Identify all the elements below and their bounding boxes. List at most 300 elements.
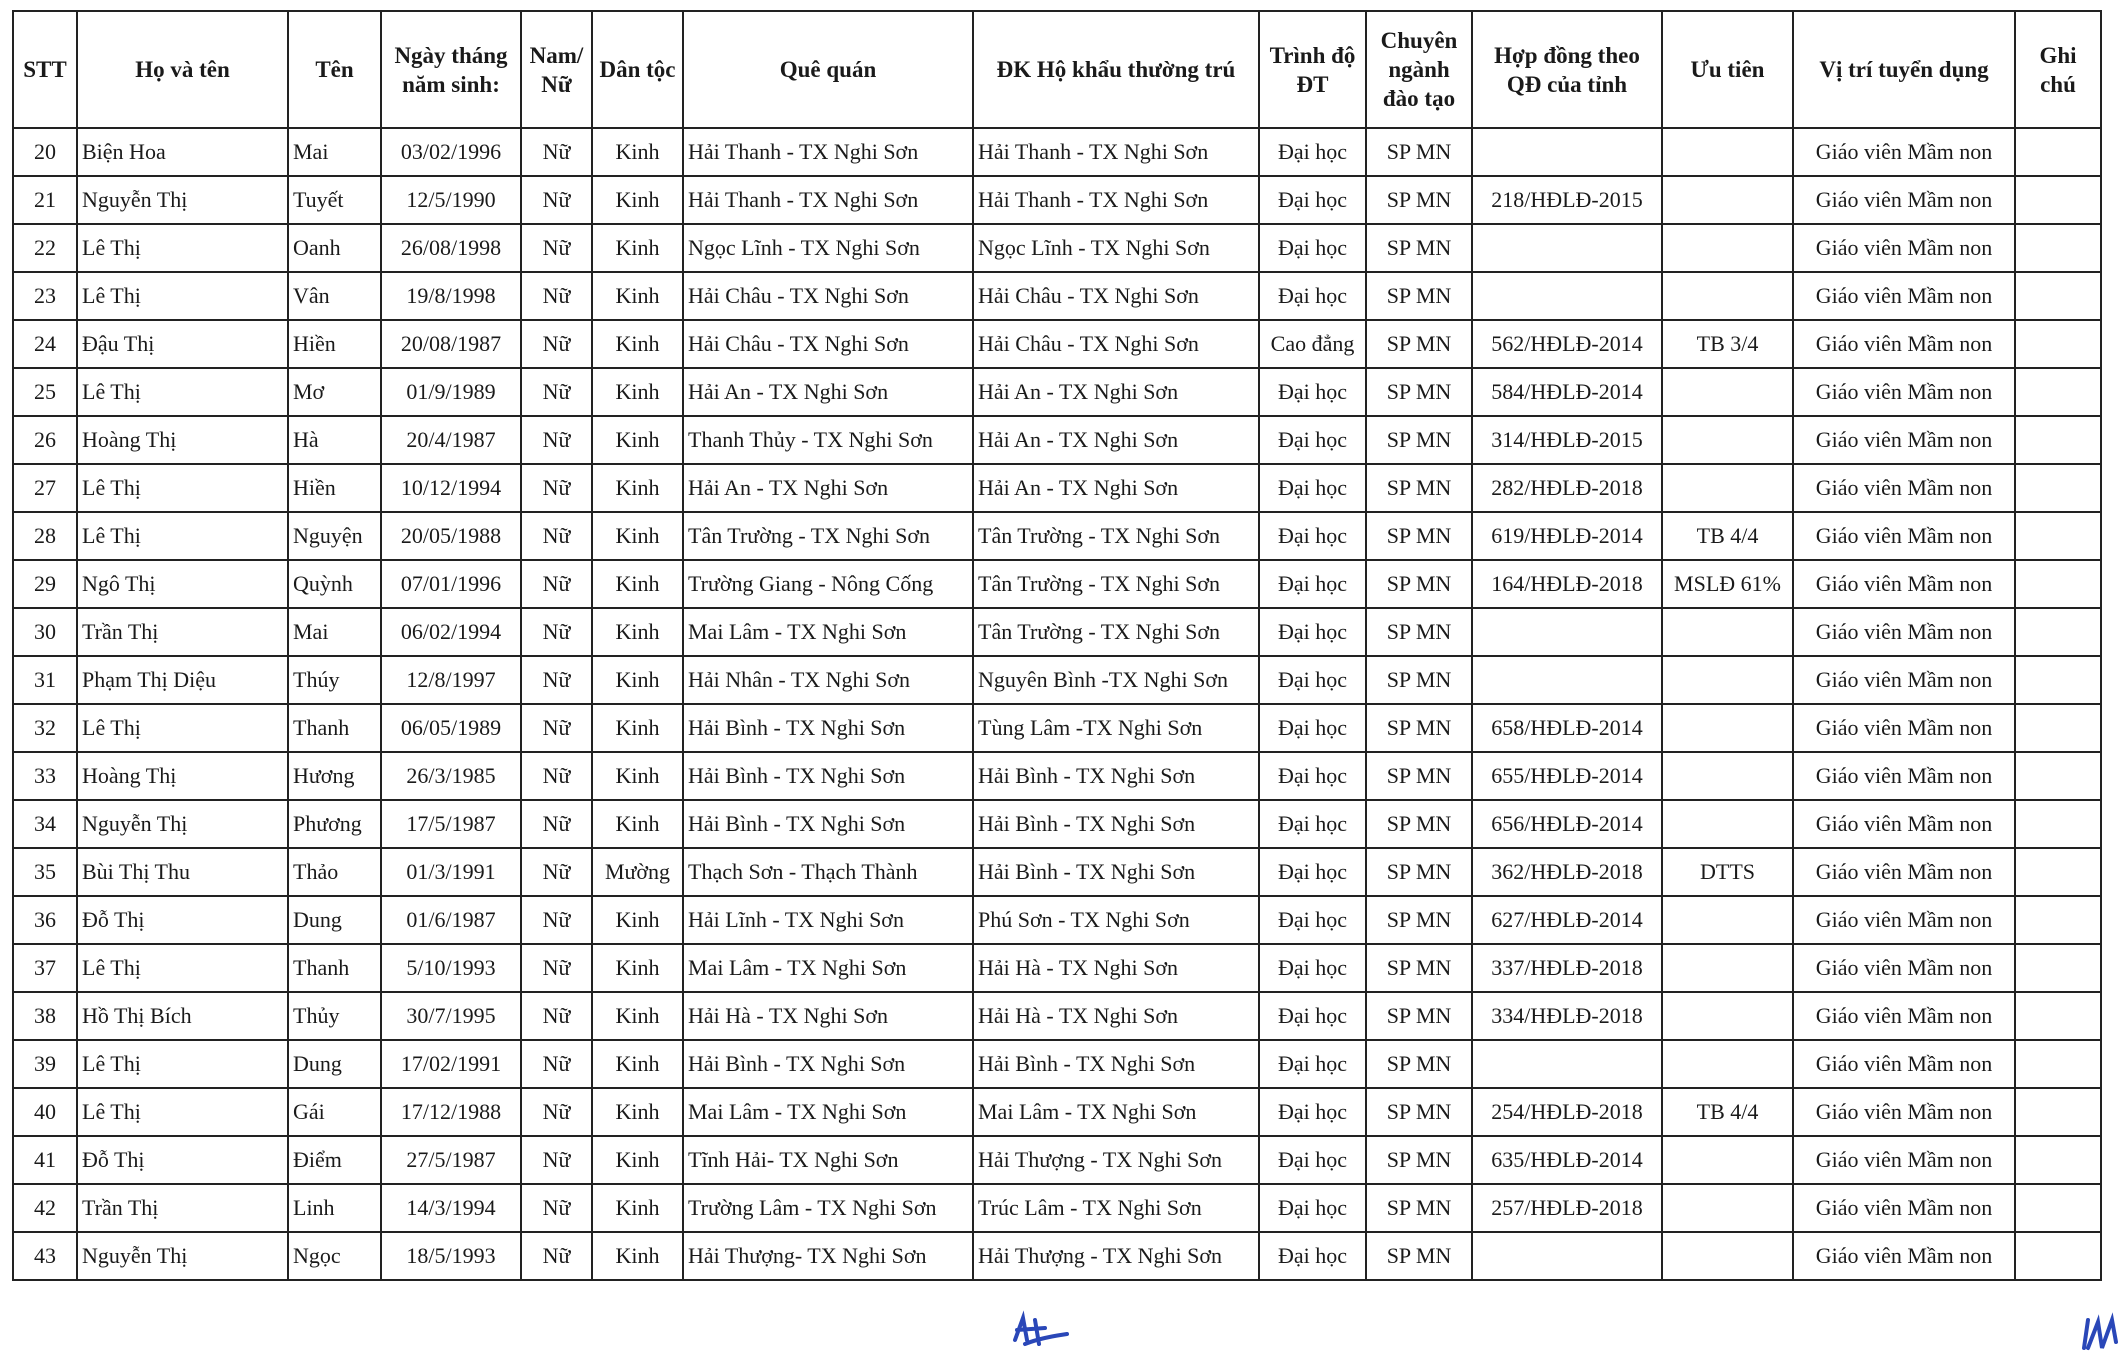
cell-dan-toc: Kinh: [592, 1232, 683, 1280]
cell-ten: Phương: [288, 800, 381, 848]
cell-hop-dong: [1472, 608, 1662, 656]
cell-chuyen-nganh: SP MN: [1366, 1040, 1472, 1088]
cell-ho-va-ten: Đỗ Thị: [77, 1136, 288, 1184]
table-row: [13, 704, 2101, 752]
cell-ghi-chu: [2015, 1136, 2101, 1184]
cell-ten: Hiền: [288, 320, 381, 368]
cell-stt: 39: [13, 1040, 77, 1088]
cell-que-quan: Trường Lâm - TX Nghi Sơn: [683, 1184, 973, 1232]
cell-ho-khau: Tân Trường - TX Nghi Sơn: [973, 560, 1259, 608]
cell-ghi-chu: [2015, 1040, 2101, 1088]
cell-que-quan: Hải An - TX Nghi Sơn: [683, 368, 973, 416]
cell-ngay-sinh: 20/08/1987: [381, 320, 521, 368]
header-trinh-do: Trình độ ĐT: [1259, 11, 1366, 128]
cell-ten: Hiền: [288, 464, 381, 512]
cell-ho-va-ten: Lê Thị: [77, 464, 288, 512]
cell-ten: Dung: [288, 1040, 381, 1088]
cell-ngay-sinh: 17/12/1988: [381, 1088, 521, 1136]
cell-stt: 40: [13, 1088, 77, 1136]
cell-dan-toc: Kinh: [592, 944, 683, 992]
cell-ten: Mai: [288, 128, 381, 176]
cell-trinh-do: Đại học: [1259, 512, 1366, 560]
cell-uu-tien: [1662, 368, 1793, 416]
cell-vi-tri: Giáo viên Mầm non: [1793, 1232, 2015, 1280]
cell-ho-va-ten: Phạm Thị Diệu: [77, 656, 288, 704]
cell-ho-va-ten: Lê Thị: [77, 944, 288, 992]
cell-trinh-do: Đại học: [1259, 128, 1366, 176]
cell-ghi-chu: [2015, 464, 2101, 512]
table-row: [13, 128, 2101, 176]
cell-stt: 23: [13, 272, 77, 320]
cell-ngay-sinh: 07/01/1996: [381, 560, 521, 608]
cell-dan-toc: Kinh: [592, 416, 683, 464]
cell-vi-tri: Giáo viên Mầm non: [1793, 1088, 2015, 1136]
cell-ghi-chu: [2015, 1232, 2101, 1280]
cell-ho-va-ten: Đỗ Thị: [77, 896, 288, 944]
cell-hop-dong: 362/HĐLĐ-2018: [1472, 848, 1662, 896]
cell-dan-toc: Kinh: [592, 1040, 683, 1088]
cell-dan-toc: Kinh: [592, 896, 683, 944]
cell-ho-va-ten: Biện Hoa: [77, 128, 288, 176]
cell-uu-tien: [1662, 224, 1793, 272]
cell-ngay-sinh: 26/08/1998: [381, 224, 521, 272]
cell-ngay-sinh: 30/7/1995: [381, 992, 521, 1040]
cell-ho-va-ten: Lê Thị: [77, 224, 288, 272]
cell-ghi-chu: [2015, 512, 2101, 560]
cell-hop-dong: 656/HĐLĐ-2014: [1472, 800, 1662, 848]
cell-stt: 41: [13, 1136, 77, 1184]
cell-chuyen-nganh: SP MN: [1366, 608, 1472, 656]
cell-vi-tri: Giáo viên Mầm non: [1793, 320, 2015, 368]
cell-gioi-tinh: Nữ: [521, 1232, 592, 1280]
cell-ngay-sinh: 20/4/1987: [381, 416, 521, 464]
cell-hop-dong: 257/HĐLĐ-2018: [1472, 1184, 1662, 1232]
cell-ho-khau: Mai Lâm - TX Nghi Sơn: [973, 1088, 1259, 1136]
header-uu-tien: Ưu tiên: [1662, 11, 1793, 128]
cell-vi-tri: Giáo viên Mầm non: [1793, 128, 2015, 176]
cell-stt: 35: [13, 848, 77, 896]
header-ten: Tên: [288, 11, 381, 128]
cell-uu-tien: [1662, 1232, 1793, 1280]
cell-gioi-tinh: Nữ: [521, 752, 592, 800]
cell-ghi-chu: [2015, 368, 2101, 416]
cell-ho-khau: Hải Châu - TX Nghi Sơn: [973, 320, 1259, 368]
cell-gioi-tinh: Nữ: [521, 1088, 592, 1136]
cell-ho-va-ten: Lê Thị: [77, 1040, 288, 1088]
cell-uu-tien: [1662, 992, 1793, 1040]
cell-hop-dong: 635/HĐLĐ-2014: [1472, 1136, 1662, 1184]
cell-chuyen-nganh: SP MN: [1366, 800, 1472, 848]
table-row: [13, 656, 2101, 704]
cell-ten: Mai: [288, 608, 381, 656]
cell-dan-toc: Kinh: [592, 512, 683, 560]
cell-ho-va-ten: Trần Thị: [77, 608, 288, 656]
cell-chuyen-nganh: SP MN: [1366, 752, 1472, 800]
cell-ho-khau: Tân Trường - TX Nghi Sơn: [973, 512, 1259, 560]
cell-stt: 22: [13, 224, 77, 272]
cell-chuyen-nganh: SP MN: [1366, 992, 1472, 1040]
cell-gioi-tinh: Nữ: [521, 896, 592, 944]
cell-uu-tien: TB 4/4: [1662, 1088, 1793, 1136]
cell-que-quan: Thanh Thủy - TX Nghi Sơn: [683, 416, 973, 464]
cell-ngay-sinh: 19/8/1998: [381, 272, 521, 320]
cell-que-quan: Tân Trường - TX Nghi Sơn: [683, 512, 973, 560]
cell-hop-dong: 619/HĐLĐ-2014: [1472, 512, 1662, 560]
cell-ghi-chu: [2015, 848, 2101, 896]
table-row: [13, 464, 2101, 512]
cell-ten: Thanh: [288, 704, 381, 752]
cell-trinh-do: Đại học: [1259, 368, 1366, 416]
cell-ho-khau: Hải Bình - TX Nghi Sơn: [973, 752, 1259, 800]
cell-trinh-do: Đại học: [1259, 272, 1366, 320]
cell-ghi-chu: [2015, 752, 2101, 800]
cell-chuyen-nganh: SP MN: [1366, 416, 1472, 464]
cell-stt: 37: [13, 944, 77, 992]
cell-chuyen-nganh: SP MN: [1366, 128, 1472, 176]
cell-trinh-do: Đại học: [1259, 464, 1366, 512]
cell-dan-toc: Kinh: [592, 704, 683, 752]
cell-hop-dong: 282/HĐLĐ-2018: [1472, 464, 1662, 512]
table-header-row: [13, 11, 2101, 128]
staff-roster-table: [12, 10, 2102, 1281]
cell-vi-tri: Giáo viên Mầm non: [1793, 848, 2015, 896]
cell-ho-khau: Ngọc Lĩnh - TX Nghi Sơn: [973, 224, 1259, 272]
table-row: [13, 608, 2101, 656]
cell-ho-khau: Phú Sơn - TX Nghi Sơn: [973, 896, 1259, 944]
cell-ngay-sinh: 14/3/1994: [381, 1184, 521, 1232]
cell-gioi-tinh: Nữ: [521, 704, 592, 752]
cell-dan-toc: Kinh: [592, 176, 683, 224]
cell-stt: 27: [13, 464, 77, 512]
cell-gioi-tinh: Nữ: [521, 944, 592, 992]
cell-gioi-tinh: Nữ: [521, 608, 592, 656]
table-row: [13, 560, 2101, 608]
cell-que-quan: Hải Nhân - TX Nghi Sơn: [683, 656, 973, 704]
table-row: [13, 1232, 2101, 1280]
cell-stt: 28: [13, 512, 77, 560]
cell-ho-va-ten: Lê Thị: [77, 368, 288, 416]
cell-stt: 31: [13, 656, 77, 704]
cell-ho-va-ten: Nguyễn Thị: [77, 1232, 288, 1280]
cell-ho-khau: Nguyên Bình -TX Nghi Sơn: [973, 656, 1259, 704]
cell-ten: Ngọc: [288, 1232, 381, 1280]
cell-ho-khau: Hải Bình - TX Nghi Sơn: [973, 1040, 1259, 1088]
cell-ghi-chu: [2015, 560, 2101, 608]
cell-gioi-tinh: Nữ: [521, 848, 592, 896]
cell-stt: 32: [13, 704, 77, 752]
cell-gioi-tinh: Nữ: [521, 320, 592, 368]
cell-stt: 26: [13, 416, 77, 464]
cell-chuyen-nganh: SP MN: [1366, 512, 1472, 560]
cell-gioi-tinh: Nữ: [521, 656, 592, 704]
cell-dan-toc: Kinh: [592, 368, 683, 416]
cell-trinh-do: Đại học: [1259, 224, 1366, 272]
cell-ngay-sinh: 17/5/1987: [381, 800, 521, 848]
table-row: [13, 416, 2101, 464]
cell-stt: 30: [13, 608, 77, 656]
cell-dan-toc: Kinh: [592, 992, 683, 1040]
cell-ngay-sinh: 01/9/1989: [381, 368, 521, 416]
cell-trinh-do: Cao đẳng: [1259, 320, 1366, 368]
cell-dan-toc: Kinh: [592, 128, 683, 176]
cell-hop-dong: [1472, 1040, 1662, 1088]
cell-gioi-tinh: Nữ: [521, 512, 592, 560]
cell-que-quan: Hải Châu - TX Nghi Sơn: [683, 272, 973, 320]
cell-ngay-sinh: 20/05/1988: [381, 512, 521, 560]
cell-dan-toc: Kinh: [592, 1088, 683, 1136]
cell-vi-tri: Giáo viên Mầm non: [1793, 368, 2015, 416]
cell-ho-va-ten: Lê Thị: [77, 272, 288, 320]
cell-ngay-sinh: 26/3/1985: [381, 752, 521, 800]
cell-que-quan: Hải Hà - TX Nghi Sơn: [683, 992, 973, 1040]
cell-uu-tien: TB 3/4: [1662, 320, 1793, 368]
cell-que-quan: Ngọc Lĩnh - TX Nghi Sơn: [683, 224, 973, 272]
cell-vi-tri: Giáo viên Mầm non: [1793, 800, 2015, 848]
cell-ten: Linh: [288, 1184, 381, 1232]
cell-ghi-chu: [2015, 224, 2101, 272]
cell-dan-toc: Kinh: [592, 1136, 683, 1184]
cell-que-quan: Mai Lâm - TX Nghi Sơn: [683, 1088, 973, 1136]
cell-stt: 20: [13, 128, 77, 176]
table-row: [13, 224, 2101, 272]
cell-hop-dong: 164/HĐLĐ-2018: [1472, 560, 1662, 608]
cell-ho-va-ten: Lê Thị: [77, 704, 288, 752]
cell-vi-tri: Giáo viên Mầm non: [1793, 1184, 2015, 1232]
cell-ngay-sinh: 5/10/1993: [381, 944, 521, 992]
cell-chuyen-nganh: SP MN: [1366, 368, 1472, 416]
header-gioi-tinh: Nam/ Nữ: [521, 11, 592, 128]
cell-chuyen-nganh: SP MN: [1366, 224, 1472, 272]
cell-ten: Gái: [288, 1088, 381, 1136]
cell-gioi-tinh: Nữ: [521, 1040, 592, 1088]
cell-ho-va-ten: Nguyễn Thị: [77, 800, 288, 848]
cell-vi-tri: Giáo viên Mầm non: [1793, 224, 2015, 272]
cell-trinh-do: Đại học: [1259, 416, 1366, 464]
cell-trinh-do: Đại học: [1259, 944, 1366, 992]
cell-trinh-do: Đại học: [1259, 176, 1366, 224]
cell-vi-tri: Giáo viên Mầm non: [1793, 272, 2015, 320]
cell-ho-va-ten: Lê Thị: [77, 1088, 288, 1136]
cell-vi-tri: Giáo viên Mầm non: [1793, 704, 2015, 752]
cell-uu-tien: [1662, 1040, 1793, 1088]
cell-uu-tien: [1662, 1184, 1793, 1232]
cell-gioi-tinh: Nữ: [521, 560, 592, 608]
cell-ho-khau: Hải Bình - TX Nghi Sơn: [973, 800, 1259, 848]
handwritten-edge-mark-icon: [2078, 1312, 2122, 1354]
cell-trinh-do: Đại học: [1259, 560, 1366, 608]
header-vi-tri: Vị trí tuyển dụng: [1793, 11, 2015, 128]
cell-gioi-tinh: Nữ: [521, 464, 592, 512]
cell-que-quan: Mai Lâm - TX Nghi Sơn: [683, 608, 973, 656]
cell-ten: Oanh: [288, 224, 381, 272]
header-ho-khau: ĐK Hộ khẩu thường trú: [973, 11, 1259, 128]
table-row: [13, 800, 2101, 848]
cell-hop-dong: 218/HĐLĐ-2015: [1472, 176, 1662, 224]
cell-ngay-sinh: 18/5/1993: [381, 1232, 521, 1280]
cell-uu-tien: [1662, 944, 1793, 992]
cell-ho-va-ten: Đậu Thị: [77, 320, 288, 368]
cell-ghi-chu: [2015, 656, 2101, 704]
cell-hop-dong: [1472, 1232, 1662, 1280]
cell-vi-tri: Giáo viên Mầm non: [1793, 944, 2015, 992]
cell-que-quan: Hải Lĩnh - TX Nghi Sơn: [683, 896, 973, 944]
cell-uu-tien: [1662, 896, 1793, 944]
cell-ho-khau: Hải Thanh - TX Nghi Sơn: [973, 128, 1259, 176]
cell-ngay-sinh: 12/8/1997: [381, 656, 521, 704]
cell-que-quan: Hải Thanh - TX Nghi Sơn: [683, 128, 973, 176]
cell-ho-va-ten: Ngô Thị: [77, 560, 288, 608]
cell-ghi-chu: [2015, 272, 2101, 320]
cell-hop-dong: 562/HĐLĐ-2014: [1472, 320, 1662, 368]
table-row: [13, 320, 2101, 368]
cell-que-quan: Thạch Sơn - Thạch Thành: [683, 848, 973, 896]
cell-ten: Thúy: [288, 656, 381, 704]
cell-chuyen-nganh: SP MN: [1366, 176, 1472, 224]
cell-gioi-tinh: Nữ: [521, 368, 592, 416]
cell-ho-khau: Hải Thanh - TX Nghi Sơn: [973, 176, 1259, 224]
cell-uu-tien: [1662, 416, 1793, 464]
cell-stt: 42: [13, 1184, 77, 1232]
cell-ten: Hương: [288, 752, 381, 800]
header-stt: STT: [13, 11, 77, 128]
table-row: [13, 992, 2101, 1040]
cell-ngay-sinh: 03/02/1996: [381, 128, 521, 176]
cell-ngay-sinh: 06/05/1989: [381, 704, 521, 752]
cell-ho-khau: Tân Trường - TX Nghi Sơn: [973, 608, 1259, 656]
cell-uu-tien: [1662, 752, 1793, 800]
cell-stt: 34: [13, 800, 77, 848]
cell-ngay-sinh: 17/02/1991: [381, 1040, 521, 1088]
cell-ghi-chu: [2015, 704, 2101, 752]
cell-uu-tien: MSLĐ 61%: [1662, 560, 1793, 608]
table-row: [13, 1040, 2101, 1088]
header-ho-va-ten: Họ và tên: [77, 11, 288, 128]
cell-que-quan: Hải An - TX Nghi Sơn: [683, 464, 973, 512]
table-row: [13, 1088, 2101, 1136]
cell-vi-tri: Giáo viên Mầm non: [1793, 896, 2015, 944]
cell-chuyen-nganh: SP MN: [1366, 896, 1472, 944]
cell-ho-va-ten: Hồ Thị Bích: [77, 992, 288, 1040]
cell-ho-khau: Trúc Lâm - TX Nghi Sơn: [973, 1184, 1259, 1232]
cell-chuyen-nganh: SP MN: [1366, 1136, 1472, 1184]
cell-ngay-sinh: 01/3/1991: [381, 848, 521, 896]
cell-ho-va-ten: Hoàng Thị: [77, 752, 288, 800]
cell-hop-dong: 254/HĐLĐ-2018: [1472, 1088, 1662, 1136]
table-row: [13, 752, 2101, 800]
cell-uu-tien: [1662, 704, 1793, 752]
cell-stt: 36: [13, 896, 77, 944]
cell-vi-tri: Giáo viên Mầm non: [1793, 560, 2015, 608]
cell-stt: 33: [13, 752, 77, 800]
cell-hop-dong: [1472, 224, 1662, 272]
cell-vi-tri: Giáo viên Mầm non: [1793, 176, 2015, 224]
cell-chuyen-nganh: SP MN: [1366, 1184, 1472, 1232]
cell-vi-tri: Giáo viên Mầm non: [1793, 416, 2015, 464]
cell-dan-toc: Kinh: [592, 656, 683, 704]
cell-ten: Thủy: [288, 992, 381, 1040]
cell-ten: Hà: [288, 416, 381, 464]
cell-vi-tri: Giáo viên Mầm non: [1793, 464, 2015, 512]
cell-uu-tien: TB 4/4: [1662, 512, 1793, 560]
cell-vi-tri: Giáo viên Mầm non: [1793, 656, 2015, 704]
cell-vi-tri: Giáo viên Mầm non: [1793, 752, 2015, 800]
cell-ghi-chu: [2015, 1184, 2101, 1232]
cell-chuyen-nganh: SP MN: [1366, 320, 1472, 368]
header-chuyen-nganh: Chuyên ngành đào tạo: [1366, 11, 1472, 128]
cell-hop-dong: [1472, 656, 1662, 704]
table-row: [13, 272, 2101, 320]
header-ngay-sinh: Ngày tháng năm sinh:: [381, 11, 521, 128]
cell-ho-khau: Hải An - TX Nghi Sơn: [973, 464, 1259, 512]
header-hop-dong: Hợp đồng theo QĐ của tỉnh: [1472, 11, 1662, 128]
cell-ten: Thanh: [288, 944, 381, 992]
cell-ho-va-ten: Nguyễn Thị: [77, 176, 288, 224]
cell-dan-toc: Kinh: [592, 272, 683, 320]
cell-gioi-tinh: Nữ: [521, 1184, 592, 1232]
cell-stt: 43: [13, 1232, 77, 1280]
table-row: [13, 1136, 2101, 1184]
cell-hop-dong: 337/HĐLĐ-2018: [1472, 944, 1662, 992]
cell-ghi-chu: [2015, 416, 2101, 464]
cell-vi-tri: Giáo viên Mầm non: [1793, 1040, 2015, 1088]
cell-dan-toc: Mường: [592, 848, 683, 896]
cell-vi-tri: Giáo viên Mầm non: [1793, 608, 2015, 656]
handwritten-initials-icon: [1005, 1310, 1075, 1350]
cell-ngay-sinh: 12/5/1990: [381, 176, 521, 224]
cell-ghi-chu: [2015, 608, 2101, 656]
cell-ho-khau: Hải An - TX Nghi Sơn: [973, 368, 1259, 416]
cell-ghi-chu: [2015, 800, 2101, 848]
cell-gioi-tinh: Nữ: [521, 800, 592, 848]
cell-ten: Vân: [288, 272, 381, 320]
cell-trinh-do: Đại học: [1259, 1040, 1366, 1088]
table-row: [13, 176, 2101, 224]
cell-gioi-tinh: Nữ: [521, 128, 592, 176]
cell-trinh-do: Đại học: [1259, 704, 1366, 752]
cell-ghi-chu: [2015, 1088, 2101, 1136]
cell-chuyen-nganh: SP MN: [1366, 704, 1472, 752]
cell-que-quan: Tĩnh Hải- TX Nghi Sơn: [683, 1136, 973, 1184]
cell-dan-toc: Kinh: [592, 608, 683, 656]
cell-ten: Nguyện: [288, 512, 381, 560]
cell-ghi-chu: [2015, 896, 2101, 944]
table-row: [13, 896, 2101, 944]
cell-chuyen-nganh: SP MN: [1366, 560, 1472, 608]
cell-chuyen-nganh: SP MN: [1366, 944, 1472, 992]
cell-que-quan: Hải Bình - TX Nghi Sơn: [683, 752, 973, 800]
cell-que-quan: Hải Thanh - TX Nghi Sơn: [683, 176, 973, 224]
cell-chuyen-nganh: SP MN: [1366, 848, 1472, 896]
cell-stt: 25: [13, 368, 77, 416]
cell-dan-toc: Kinh: [592, 224, 683, 272]
cell-ten: Điểm: [288, 1136, 381, 1184]
cell-hop-dong: 658/HĐLĐ-2014: [1472, 704, 1662, 752]
cell-chuyen-nganh: SP MN: [1366, 272, 1472, 320]
cell-ten: Thảo: [288, 848, 381, 896]
cell-chuyen-nganh: SP MN: [1366, 464, 1472, 512]
cell-trinh-do: Đại học: [1259, 752, 1366, 800]
cell-que-quan: Hải Châu - TX Nghi Sơn: [683, 320, 973, 368]
header-ghi-chu: Ghi chú: [2015, 11, 2101, 128]
cell-ho-khau: Hải Hà - TX Nghi Sơn: [973, 944, 1259, 992]
cell-stt: 24: [13, 320, 77, 368]
header-que-quan: Quê quán: [683, 11, 973, 128]
cell-dan-toc: Kinh: [592, 320, 683, 368]
cell-ho-va-ten: Trần Thị: [77, 1184, 288, 1232]
cell-uu-tien: [1662, 656, 1793, 704]
cell-gioi-tinh: Nữ: [521, 992, 592, 1040]
cell-hop-dong: [1472, 128, 1662, 176]
